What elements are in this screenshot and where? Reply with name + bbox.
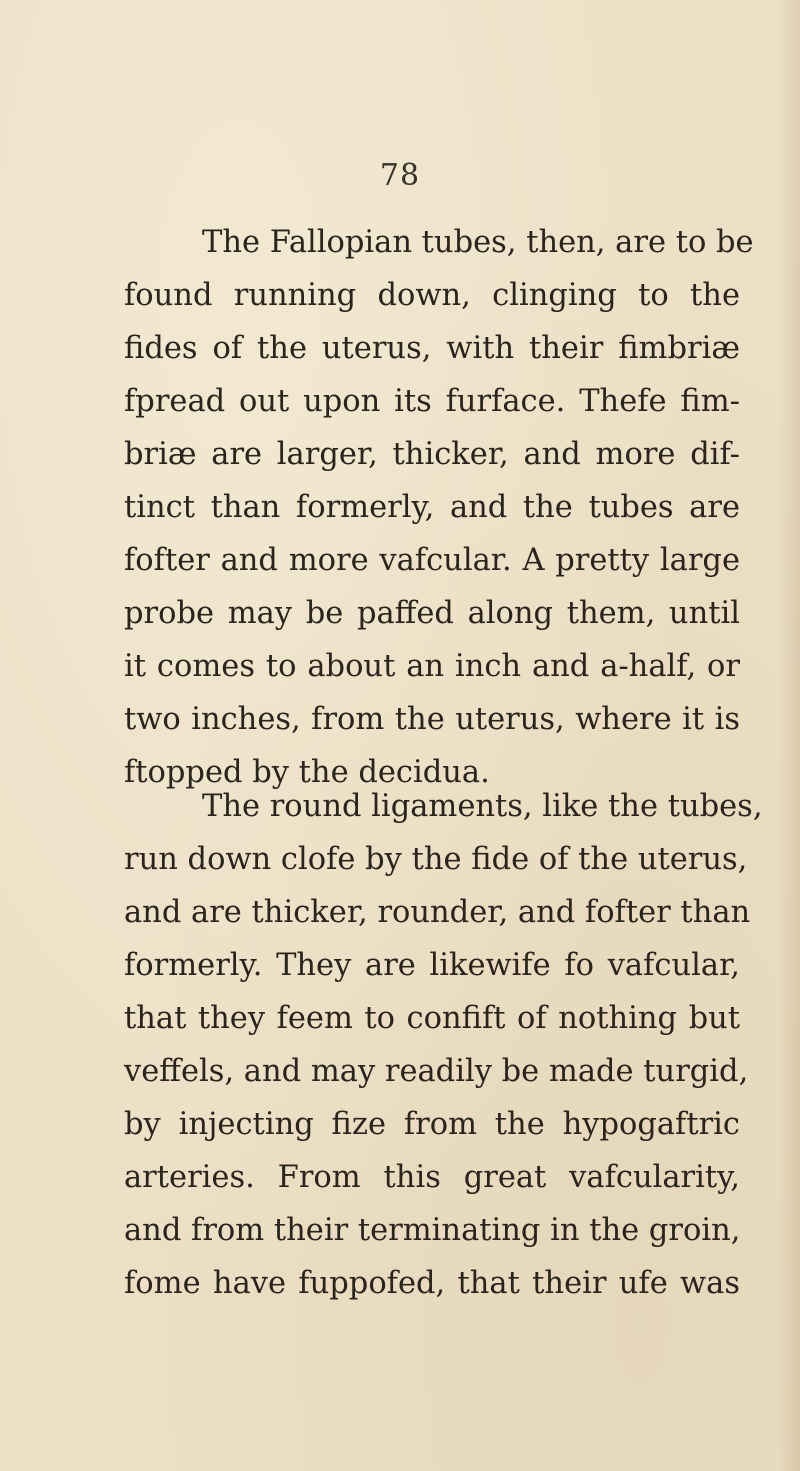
text-line: tinct than formerly, and the tubes are — [124, 490, 740, 525]
text-line: found running down, clinging to the — [124, 278, 740, 313]
text-line: The round ligaments, like the tubes, — [202, 789, 763, 824]
text-line: fome have fuppofed, that their ufe was — [124, 1266, 740, 1301]
text-line: and are thicker, rounder, and fofter than — [124, 895, 751, 930]
page-edge-shadow — [778, 0, 800, 1471]
paragraph-fallopian-tubes — [124, 216, 754, 799]
text-line: veffels, and may readily be made turgid, — [124, 1054, 749, 1089]
text-line: run down clofe by the fide of the uterus, — [124, 842, 748, 877]
text-line: by injecting fize from the hypogaftric — [124, 1107, 740, 1142]
text-line: and from their terminating in the groin, — [124, 1213, 741, 1248]
text-line: fides of the uterus, with their fimbriæ — [124, 331, 740, 366]
text-line: that they feem to confift of nothing but — [124, 1001, 740, 1036]
text-line: fofter and more vafcular. A pretty large — [124, 543, 740, 578]
text-line: briæ are larger, thicker, and more dif- — [124, 437, 740, 472]
text-line: formerly. They are likewife fo vafcular, — [124, 948, 740, 983]
text-line: ftopped by the decidua. — [124, 755, 490, 790]
text-line: fpread out upon its furface. Thefe fim- — [124, 384, 740, 419]
text-line: arteries. From this great vafcularity, — [124, 1160, 740, 1195]
text-line: The Fallopian tubes, then, are to be — [202, 225, 754, 260]
text-line: probe may be paffed along them, until — [124, 596, 740, 631]
text-line: two inches, from the uterus, where it is — [124, 702, 740, 737]
paragraph-round-ligaments — [124, 780, 763, 1310]
text-line: it comes to about an inch and a-half, or — [124, 649, 740, 684]
page-number: 78 — [379, 158, 421, 193]
